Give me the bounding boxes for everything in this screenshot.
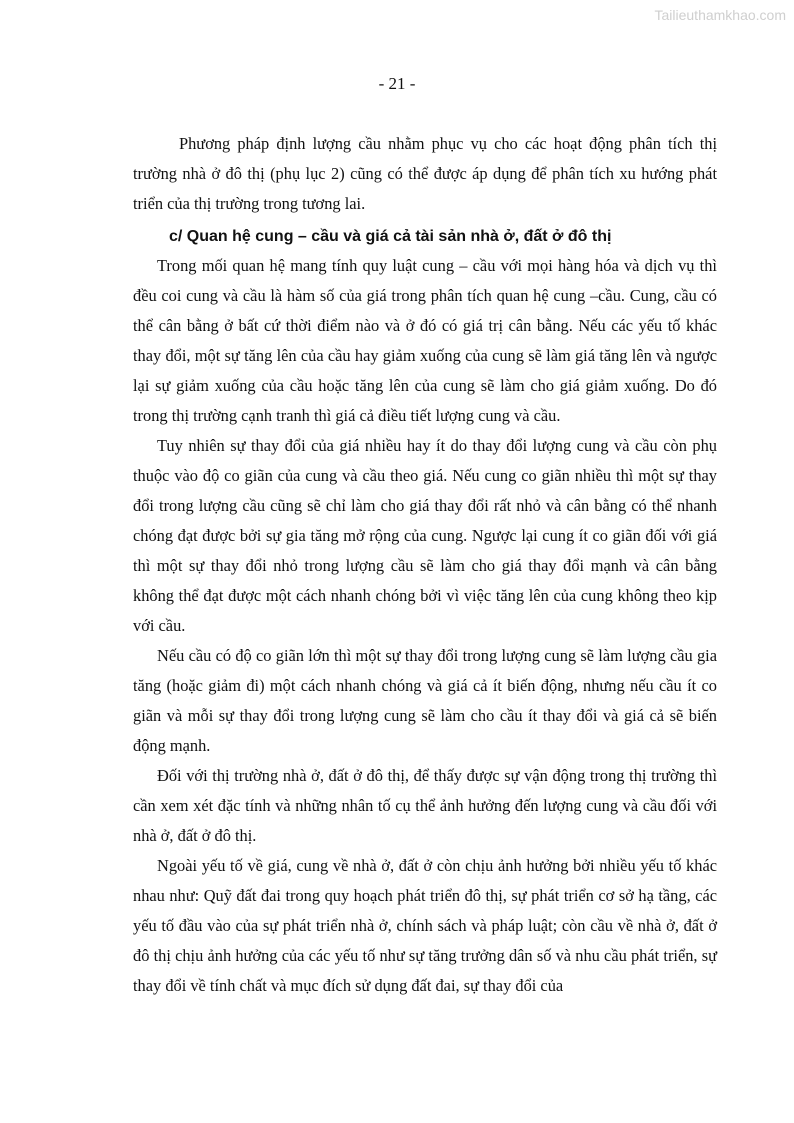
- page-number: - 21 -: [378, 74, 416, 93]
- body-paragraph: Nếu cầu có độ co giãn lớn thì một sự thay đổi trong lượng cung sẽ làm lượng cầu gia tăng (hoặc giảm đi) một cách nhanh chóng và giá cả ít biến động, nhưng nếu cầu ít co giãn và mỗi sự thay đổi trong lượng cung sẽ làm cho cầu ít thay đổi và giá cả sẽ biến động mạnh.: [133, 646, 717, 755]
- section-heading: c/ Quan hệ cung – cầu và giá cả tài sản nhà ở, đất ở đô thị: [169, 228, 612, 245]
- body-paragraph: Tuy nhiên sự thay đổi của giá nhiều hay ít do thay đổi lượng cung và cầu còn phụ thuộc vào độ co giãn của cung và cầu theo giá. Nếu cung co giãn nhiều thì một sự thay đổi trong lượng cầu cũng sẽ chỉ làm cho giá thay đổi rất nhỏ và cân bằng có thể nhanh chóng đạt được bởi sự gia tăng mở rộng của cung. Ngược lại cung ít co giãn đối với giá thì một sự thay đổi nhỏ trong lượng cầu sẽ làm cho giá thay đổi mạnh và cân bằng không thể đạt được một cách nhanh chóng bởi vì việc tăng lên của cung không theo kịp với cầu.: [133, 436, 717, 635]
- intro-paragraph: Phương pháp định lượng cầu nhằm phục vụ cho các hoạt động phân tích thị trường nhà ở đô thị (phụ lục 2) cũng có thể được áp dụng để phân tích xu hướng phát triển của thị trường trong tương lai.: [133, 134, 717, 213]
- body-paragraph: Ngoài yếu tố về giá, cung về nhà ở, đất ở còn chịu ảnh hưởng bởi nhiều yếu tố khác nhau như: Quỹ đất đai trong quy hoạch phát triển đô thị, sự phát triển cơ sở hạ tầng, các yếu tố đầu vào của sự phát triển nhà ở, chính sách và pháp luật; còn cầu về nhà ở, đất ở đô thị chịu ảnh hưởng của các yếu tố như sự tăng trưởng dân số và nhu cầu phát triển, sự thay đổi về tính chất và mục đích sử dụng đất đai, sự thay đổi của: [133, 856, 717, 995]
- body-paragraph: Trong mối quan hệ mang tính quy luật cung – cầu với mọi hàng hóa và dịch vụ thì đều coi cung và cầu là hàm số của giá trong phân tích quan hệ cung –cầu. Cung, cầu có thể cân bằng ở bất cứ thời điểm nào và ở đó có giá trị cân bằng. Nếu các yếu tố khác thay đổi, một sự tăng lên của cầu hay giảm xuống của cung sẽ làm giá tăng lên và ngược lại sự giảm xuống của cầu hoặc tăng lên của cung sẽ làm cho giá giảm xuống. Do đó trong thị trường cạnh tranh thì giá cả điều tiết lượng cung và cầu.: [133, 256, 717, 425]
- body-paragraph: Đối với thị trường nhà ở, đất ở đô thị, để thấy được sự vận động trong thị trường thì cần xem xét đặc tính và những nhân tố cụ thể ảnh hưởng đến lượng cung và cầu đối với nhà ở, đất ở đô thị.: [133, 766, 717, 845]
- page-body: [133, 129, 717, 1001]
- watermark-text: Tailieuthamkhao.com: [654, 7, 786, 23]
